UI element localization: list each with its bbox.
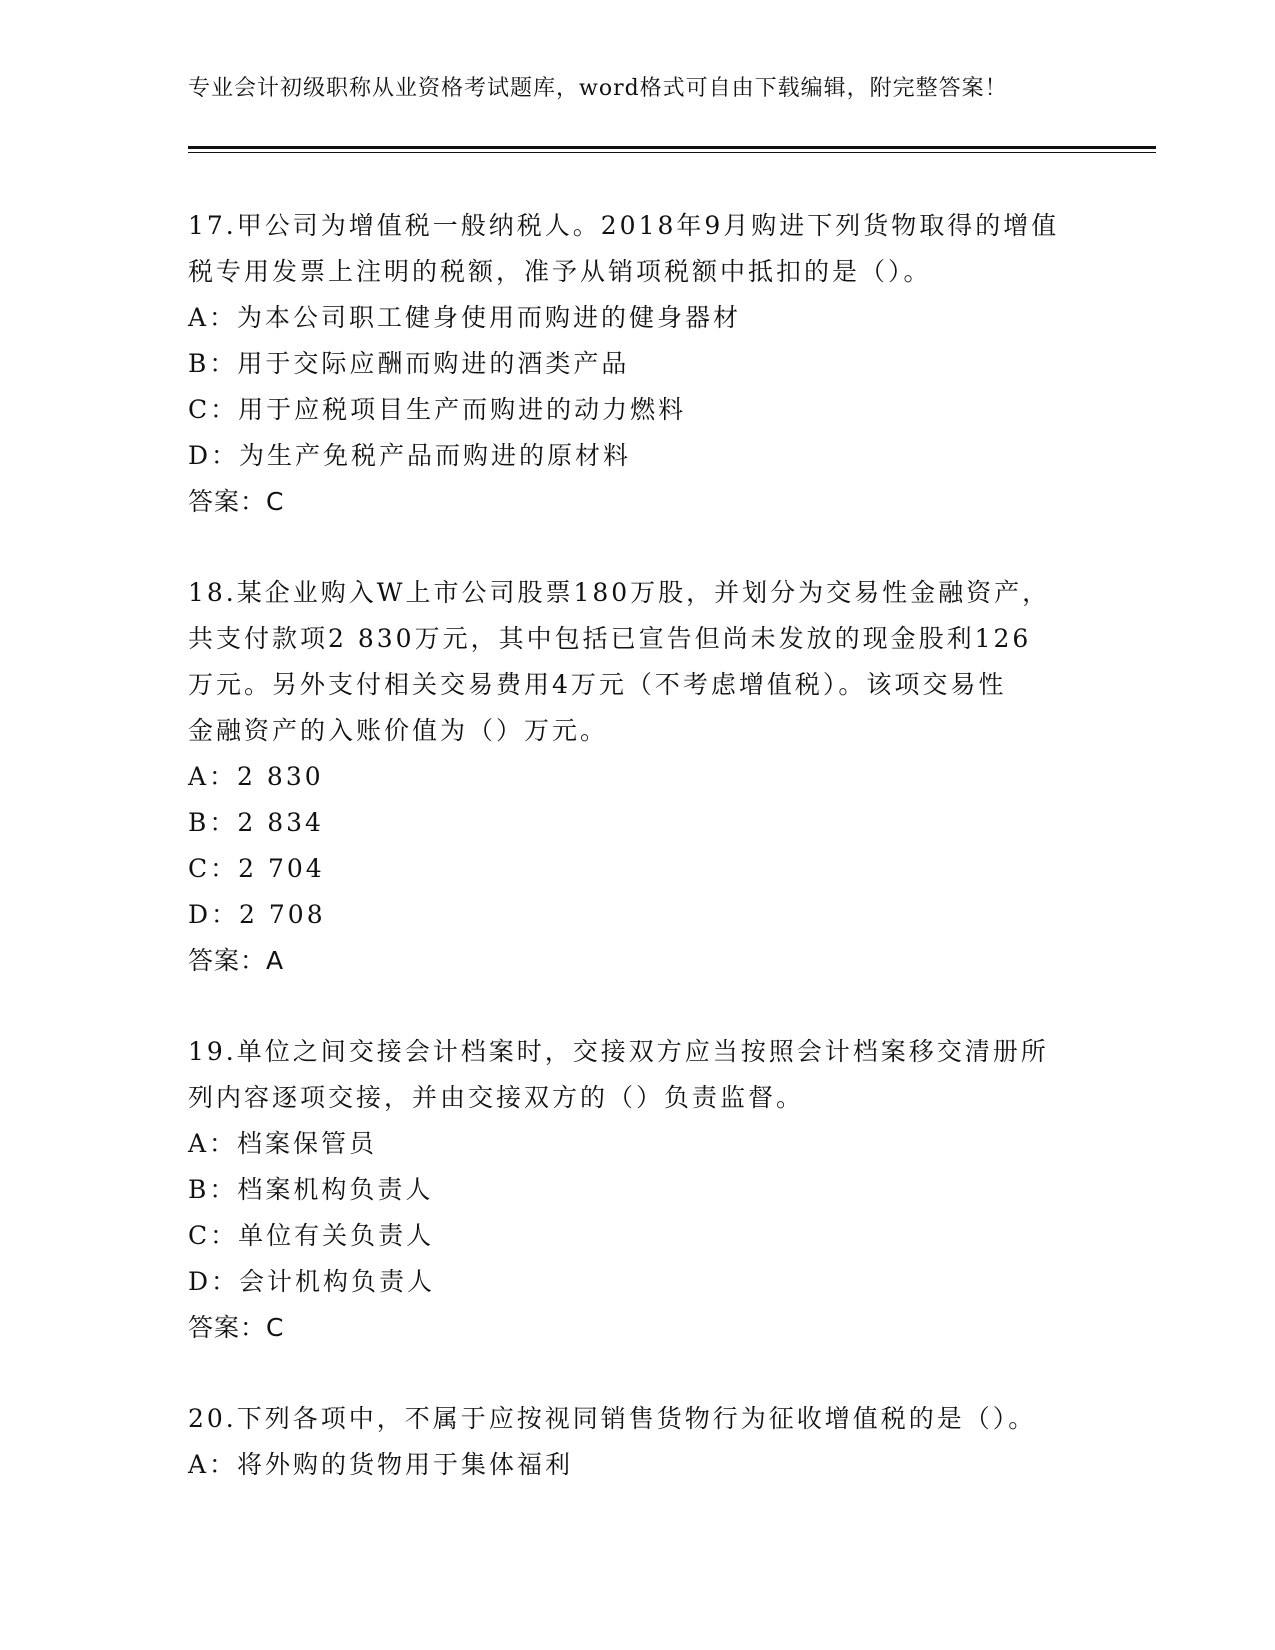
- option-c: C：2 704: [188, 854, 325, 883]
- option-d: D：会计机构负责人: [188, 1267, 436, 1296]
- question-text-line: 列内容逐项交接，并由交接双方的（）负责监督。: [188, 1083, 805, 1112]
- option-a: A：2 830: [188, 762, 324, 791]
- question-text-line: 18.某企业购入W上市公司股票180万股，并划分为交易性金融资产，: [188, 578, 1051, 607]
- option-a: A：将外购的货物用于集体福利: [188, 1450, 574, 1479]
- question-text-line: 19.单位之间交接会计档案时，交接双方应当按照会计档案移交清册所: [188, 1037, 1049, 1066]
- option-a: A：为本公司职工健身使用而购进的健身器材: [188, 303, 742, 332]
- question-text-line: 万元。另外支付相关交易费用4万元（不考虑增值税）。该项交易性: [188, 670, 1007, 699]
- option-c: C：单位有关负责人: [188, 1221, 435, 1250]
- question-text-line: 共支付款项2 830万元，其中包括已宣告但尚未发放的现金股利126: [188, 624, 1032, 653]
- option-c: C：用于应税项目生产而购进的动力燃料: [188, 395, 687, 424]
- option-b: B：用于交际应酬而购进的酒类产品: [188, 349, 630, 378]
- option-d: D：2 708: [188, 900, 326, 929]
- answer: 答案：C: [188, 487, 285, 516]
- question-19: [188, 1029, 1088, 1351]
- option-b: B：档案机构负责人: [188, 1175, 434, 1204]
- question-18: [188, 570, 1088, 984]
- question-text-line: 税专用发票上注明的税额，准予从销项税额中抵扣的是（）。: [188, 257, 932, 286]
- header-rule-thin: [188, 152, 1156, 153]
- question-text-line: 20.下列各项中，不属于应按视同销售货物行为征收增值税的是（）。: [188, 1404, 1037, 1433]
- answer: 答案：A: [188, 946, 285, 975]
- question-list: [188, 203, 1088, 1533]
- option-a: A：档案保管员: [188, 1129, 378, 1158]
- page-header: 专业会计初级职称从业资格考试题库，word格式可自由下载编辑，附完整答案！: [188, 76, 1008, 101]
- option-d: D：为生产免税产品而购进的原材料: [188, 441, 632, 470]
- option-b: B：2 834: [188, 808, 324, 837]
- question-17: [188, 203, 1088, 525]
- answer: 答案：C: [188, 1313, 285, 1342]
- question-text-line: 金融资产的入账价值为（）万元。: [188, 716, 609, 745]
- question-20: [188, 1396, 1088, 1488]
- question-text-line: 17.甲公司为增值税一般纳税人。2018年9月购进下列货物取得的增值: [188, 211, 1060, 240]
- header-rule-thick: [188, 146, 1156, 149]
